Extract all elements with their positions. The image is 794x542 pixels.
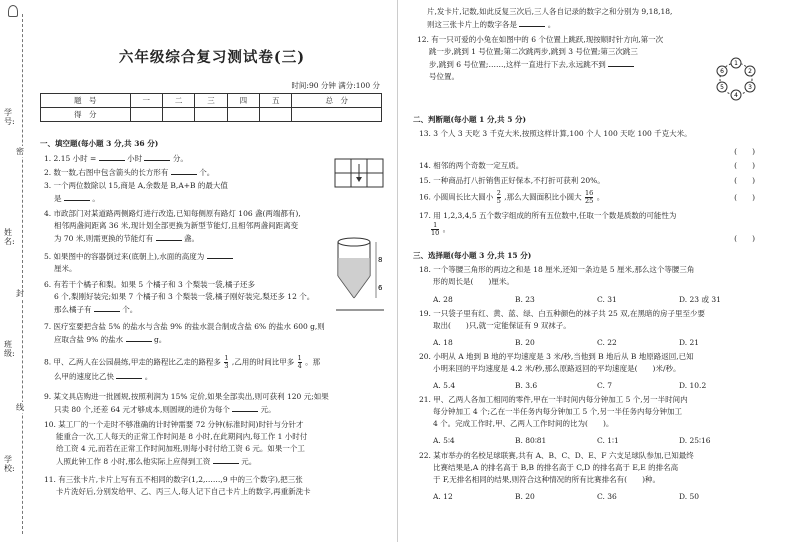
q9-text: 元。 bbox=[260, 405, 276, 414]
q9-text: 9. 某文具店购进一批圆规,按照利润为 15% 定价,如果全部卖出,则可获利 120 元;如果 bbox=[44, 392, 329, 401]
rabbit-position-figure bbox=[713, 56, 759, 102]
student-id-label: 学号: bbox=[4, 108, 15, 126]
numerator: 1 bbox=[224, 354, 229, 362]
option-a[interactable]: A. 12 bbox=[433, 492, 453, 501]
q12-text: 跳一步,跳到 1 号位置;第二次跳两步,跳到 3 号位置;第三次跳三 bbox=[429, 47, 638, 56]
q11-text: 卡片洗好后,分别发给甲、乙、丙三人,每人记下自己卡片上的数字,再重新洗卡 bbox=[56, 487, 311, 496]
q22-text: 比赛结果是,A 的排名高于 B,B 的排名高于 C,D 的排名高于 E,E 的排名高 bbox=[433, 463, 679, 472]
option-c[interactable]: C. 31 bbox=[597, 295, 617, 304]
q20-text: 20. 小明从 A 地到 B 地的平均速度是 3 米/秒,当他到 B 地后从 B 地原路返回,已知 bbox=[419, 352, 694, 361]
numerator: 1 bbox=[297, 354, 302, 362]
container-figure bbox=[332, 236, 388, 314]
score-table bbox=[40, 93, 382, 122]
q18-text: 形的周长是( )厘米。 bbox=[433, 277, 514, 286]
option-b[interactable]: B. 80∶81 bbox=[515, 436, 547, 445]
q11-text: 片,发卡片,记数,如此反复三次后,三人各自记录的数字之和分别为 9,18,18, bbox=[427, 7, 673, 16]
q7-text: 7. 医疗室要把含盐 5% 的盐水与含盐 9% 的盐水混合制成含盐 6% 的盐水 600 g,则 bbox=[44, 322, 325, 331]
binding-strip bbox=[0, 0, 34, 542]
answer-blank[interactable] bbox=[207, 250, 233, 259]
q3-text: 。 bbox=[92, 194, 100, 203]
answer-blank[interactable] bbox=[99, 152, 125, 161]
section-fill-blank: 一、填空题(每小题 3 分,共 36 分) bbox=[40, 139, 159, 148]
fraction bbox=[497, 190, 501, 205]
answer-paren[interactable]: ( ) bbox=[734, 193, 755, 202]
q3-text: 是 bbox=[54, 194, 62, 203]
question-16 bbox=[419, 190, 604, 205]
q5-text: 厘米。 bbox=[54, 264, 77, 273]
q4-text: 相邻两盏间距离 36 米,现计划全部更换为新型节能灯,且相邻两盏间距离变 bbox=[54, 221, 299, 230]
q4-text: 4. 市政部门对某道路两侧路灯进行改造,已知每侧原有路灯 106 盏(两端都有), bbox=[44, 209, 301, 218]
q10-text: 人照此钟工作 8 小时,那么他实际上应得到工资 bbox=[56, 457, 211, 466]
question-13: 13. 3 个人 3 天吃 3 千克大米,按照这样计算,100 个人 100 天吃 100 千克大米。 bbox=[419, 129, 692, 138]
q8-text: 么甲的速度比乙快 bbox=[54, 372, 114, 381]
option-a[interactable]: A. 5.4 bbox=[433, 381, 456, 390]
score-cell[interactable] bbox=[195, 108, 227, 122]
q2-text: 2. 数一数,右图中包含箭头的长方形有 bbox=[44, 168, 169, 177]
q20-options bbox=[433, 381, 761, 390]
option-b[interactable]: B. 3.6 bbox=[515, 381, 538, 390]
denominator: 10 bbox=[431, 229, 440, 237]
answer-blank[interactable] bbox=[232, 403, 258, 412]
score-table-header-row bbox=[41, 94, 382, 108]
q19-text: 取出( )只,就一定能保证有 9 双袜子。 bbox=[433, 321, 571, 330]
q11-text: 11. 有三张卡片,卡片上写有五不相同的数字(1,2,……,9 中的三个数字),把三张 bbox=[44, 475, 303, 484]
option-d[interactable]: D. 25∶16 bbox=[679, 436, 711, 445]
option-d[interactable]: D. 23 或 31 bbox=[679, 295, 721, 304]
score-cell[interactable] bbox=[227, 108, 259, 122]
q8-text: 。 bbox=[144, 372, 153, 381]
q6-text: 6 个,梨刚好装完;如果 7 个橘子和 3 个梨装一袋,橘子刚好装完,梨还多 12 个。 bbox=[54, 292, 315, 301]
option-c[interactable]: C. 7 bbox=[597, 381, 613, 390]
q1-text: 分。 bbox=[172, 154, 188, 163]
question-14: 14. 相邻的两个奇数一定互质。 bbox=[419, 161, 524, 170]
q16-text: 16. 小圆周长比大圆小 bbox=[419, 192, 494, 202]
question-19 bbox=[419, 308, 779, 332]
q21-options bbox=[433, 436, 761, 445]
q4-text: 盏。 bbox=[183, 234, 199, 243]
q21-text: 21. 甲、乙两人各加工相同的零件,甲在一半时间内每分钟加工 5 个,另一半时间内 bbox=[419, 395, 688, 404]
option-a[interactable]: A. 18 bbox=[433, 338, 453, 347]
denominator: 25 bbox=[585, 197, 594, 205]
q19-options bbox=[433, 338, 761, 347]
question-15: 15. 一种商品打八折销售正好保本,不打折可获利 20%。 bbox=[419, 176, 605, 185]
score-row-label: 得 分 bbox=[41, 108, 131, 122]
question-3 bbox=[44, 180, 334, 205]
q10-text: 10. 某工厂的一个走时不够准确的计时钟需要 72 分钟(标准时间)时针与分针才 bbox=[44, 420, 304, 429]
q2-text: 个。 bbox=[199, 168, 215, 177]
score-header-cell: 题 号 bbox=[41, 94, 131, 108]
node-label: 4 bbox=[734, 92, 738, 99]
q1-text: 小时 bbox=[127, 154, 143, 163]
option-d[interactable]: D. 21 bbox=[679, 338, 700, 347]
q4-text: 为 70 米,则需更换的节能灯有 bbox=[54, 234, 154, 243]
figure-label-6: 6 bbox=[378, 284, 383, 292]
numerator: 2 bbox=[496, 189, 501, 197]
logo-icon bbox=[8, 5, 18, 17]
answer-paren[interactable]: ( ) bbox=[734, 161, 755, 170]
q16-text: 。 bbox=[596, 192, 605, 202]
score-header-cell: 二 bbox=[162, 94, 194, 108]
question-18 bbox=[419, 264, 779, 288]
q6-text: 个。 bbox=[122, 305, 138, 314]
question-17 bbox=[419, 210, 719, 237]
q7-text: g。 bbox=[153, 335, 167, 344]
numerator: 16 bbox=[585, 189, 594, 197]
q17-text: 17. 用 1,2,3,4,5 五个数字组成的所有五位数中,任取一个数是质数的可能性为 bbox=[419, 211, 677, 220]
answer-paren[interactable]: ( ) bbox=[734, 176, 755, 185]
q10-text: 能重合一次,工人每天的正常工作时间是 8 小时,在此期间内,每工作 1 小时付 bbox=[56, 432, 308, 441]
question-20 bbox=[419, 351, 779, 375]
answer-blank[interactable] bbox=[64, 192, 90, 201]
q22-text: 于 F,无排名相同的结果,则符合这种情况的所有比赛排名有( )种。 bbox=[433, 475, 661, 484]
q9-text: 只卖 80 个,还差 64 元才够成本,则圆规的进价为每个 bbox=[54, 405, 230, 414]
option-c[interactable]: C. 22 bbox=[597, 338, 617, 347]
q17-text: 。 bbox=[442, 224, 451, 234]
q19-text: 19. 一只袋子里有红、黄、蓝、绿、白五种颜色的袜子共 25 双,在黑暗的房子里至少要 bbox=[419, 309, 706, 318]
q8-text: 。那 bbox=[305, 357, 321, 367]
q11-text: 。 bbox=[547, 20, 556, 29]
answer-paren[interactable]: ( ) bbox=[734, 234, 755, 243]
denominator: 5 bbox=[496, 197, 501, 205]
q8-text: ,乙用的时间比甲多 bbox=[231, 357, 295, 367]
fraction bbox=[431, 222, 439, 237]
option-d[interactable]: D. 50 bbox=[679, 492, 700, 501]
q20-text: 小明来回的平均速度是 4.2 米/秒,那么原路返回的平均速度是( )米/秒。 bbox=[433, 364, 681, 373]
question-8 bbox=[44, 355, 389, 383]
question-6 bbox=[44, 279, 334, 316]
option-b[interactable]: B. 20 bbox=[515, 492, 535, 501]
q1-text: 1. 2.15 小时 = bbox=[44, 154, 97, 163]
exam-meta: 时间:90 分钟 满分:100 分 bbox=[291, 81, 380, 90]
denominator: 3 bbox=[224, 362, 229, 370]
q21-text: 4 个。完成工作时,甲、乙两人工作时间的比为( )。 bbox=[433, 419, 614, 428]
score-header-cell: 三 bbox=[195, 94, 227, 108]
score-header-cell: 五 bbox=[260, 94, 292, 108]
numerator: 1 bbox=[433, 221, 438, 229]
score-header-cell: 四 bbox=[227, 94, 259, 108]
question-9 bbox=[44, 391, 389, 416]
binding-dashed-line bbox=[22, 14, 23, 534]
q5-text: 5. 如果图中的容器倒过来(底朝上),水面的高度为 bbox=[44, 252, 205, 261]
question-1 bbox=[44, 152, 188, 165]
option-b[interactable]: B. 23 bbox=[515, 295, 535, 304]
option-a[interactable]: A. 28 bbox=[433, 295, 453, 304]
q21-text: 每分钟加工 4 个;乙在一半任务内每分钟加工 5 个,另一半任务内每分钟加工 bbox=[433, 407, 682, 416]
node-label: 6 bbox=[720, 68, 724, 75]
score-header-cell: 总 分 bbox=[292, 94, 382, 108]
q6-text: 那么橘子有 bbox=[54, 305, 92, 314]
score-cell[interactable] bbox=[130, 108, 162, 122]
score-cell[interactable] bbox=[162, 108, 194, 122]
answer-blank[interactable] bbox=[94, 303, 120, 312]
question-5 bbox=[44, 250, 324, 275]
answer-blank[interactable] bbox=[519, 18, 545, 27]
q18-options bbox=[433, 294, 761, 305]
seal-mark-xian: 线 bbox=[16, 403, 24, 412]
score-cell[interactable] bbox=[292, 108, 382, 122]
node-label: 5 bbox=[720, 84, 724, 91]
seal-mark-mi: 密 bbox=[16, 147, 24, 156]
question-7 bbox=[44, 321, 389, 346]
option-a[interactable]: A. 5∶4 bbox=[433, 436, 455, 445]
q16-text: ,那么大圆面积比小圆大 bbox=[504, 192, 582, 202]
figure-label-8: 8 bbox=[378, 256, 383, 264]
option-c[interactable]: C. 1∶1 bbox=[597, 436, 619, 445]
q11-text: 则这三张卡片上的数字各是 bbox=[427, 20, 517, 29]
score-cell[interactable] bbox=[260, 108, 292, 122]
rectangle-figure bbox=[334, 158, 384, 188]
page-title: 六年级综合复习测试卷(三) bbox=[118, 49, 306, 66]
answer-blank[interactable] bbox=[116, 370, 142, 379]
answer-blank[interactable] bbox=[156, 232, 182, 241]
q22-options bbox=[433, 492, 761, 501]
q10-text: 给工资 4 元,而若在正常工作时间加班,则每小时付给工资 6 元。如果一个工 bbox=[56, 444, 305, 453]
option-d[interactable]: D. 10.2 bbox=[679, 381, 707, 390]
seal-mark-feng: 封 bbox=[16, 289, 24, 298]
answer-blank[interactable] bbox=[608, 58, 634, 67]
q12-text: 步,跳到 6 号位置;……,这样一直进行下去,永远跳不到 bbox=[429, 60, 606, 69]
answer-blank[interactable] bbox=[126, 333, 152, 342]
q3-text: 3. 一个两位数除以 15,商是 A,余数是 B,A+B 的最大值 bbox=[44, 181, 228, 190]
score-table-score-row bbox=[41, 108, 382, 122]
node-label: 3 bbox=[748, 84, 752, 91]
answer-blank[interactable] bbox=[144, 152, 170, 161]
score-header-cell: 一 bbox=[130, 94, 162, 108]
section-true-false: 二、判断题(每小题 1 分,共 5 分) bbox=[413, 115, 527, 124]
class-label: 班级: bbox=[4, 340, 15, 358]
fraction bbox=[585, 190, 593, 205]
node-label: 2 bbox=[748, 68, 752, 75]
node-label: 1 bbox=[734, 60, 738, 67]
q12-text: 号位置。 bbox=[429, 72, 459, 81]
question-10 bbox=[44, 419, 389, 468]
section-multiple-choice: 三、选择题(每小题 3 分,共 15 分) bbox=[413, 251, 532, 260]
answer-blank[interactable] bbox=[213, 455, 239, 464]
q6-text: 6. 有若干个橘子和梨。如果 5 个橘子和 3 个梨装一袋,橘子还多 bbox=[44, 280, 256, 289]
q8-text: 8. 甲、乙两人在公园晨练,甲走的路程比乙走的路程多 bbox=[44, 357, 221, 367]
denominator: 4 bbox=[297, 362, 302, 370]
page-divider bbox=[397, 0, 398, 542]
question-11-cont bbox=[427, 6, 787, 31]
q12-text: 12. 有一只可爱的小兔在如图中的 6 个位置上跳跃,现按顺时针方向,第一次 bbox=[417, 35, 664, 44]
student-name-label: 姓名: bbox=[4, 228, 15, 246]
fraction bbox=[224, 355, 228, 370]
question-2 bbox=[44, 166, 214, 179]
answer-paren[interactable]: ( ) bbox=[734, 147, 755, 156]
question-21 bbox=[419, 394, 779, 430]
q22-text: 22. 某市举办的名校足球联赛,共有 A、B、C、D、E、F 六支足球队参加,已知最终 bbox=[419, 451, 694, 460]
school-label: 学校: bbox=[4, 455, 15, 473]
fraction bbox=[298, 355, 302, 370]
option-b[interactable]: B. 20 bbox=[515, 338, 535, 347]
question-11 bbox=[44, 474, 389, 498]
option-c[interactable]: C. 36 bbox=[597, 492, 617, 501]
question-22 bbox=[419, 450, 779, 486]
q10-text: 元。 bbox=[241, 457, 257, 466]
question-12 bbox=[417, 34, 717, 83]
q7-text: 应取含盐 9% 的盐水 bbox=[54, 335, 124, 344]
answer-blank[interactable] bbox=[171, 166, 197, 175]
q18-text: 18. 一个等腰三角形的两边之和是 18 厘米,还知一条边是 5 厘米,那么这个等腰三角 bbox=[419, 265, 695, 274]
